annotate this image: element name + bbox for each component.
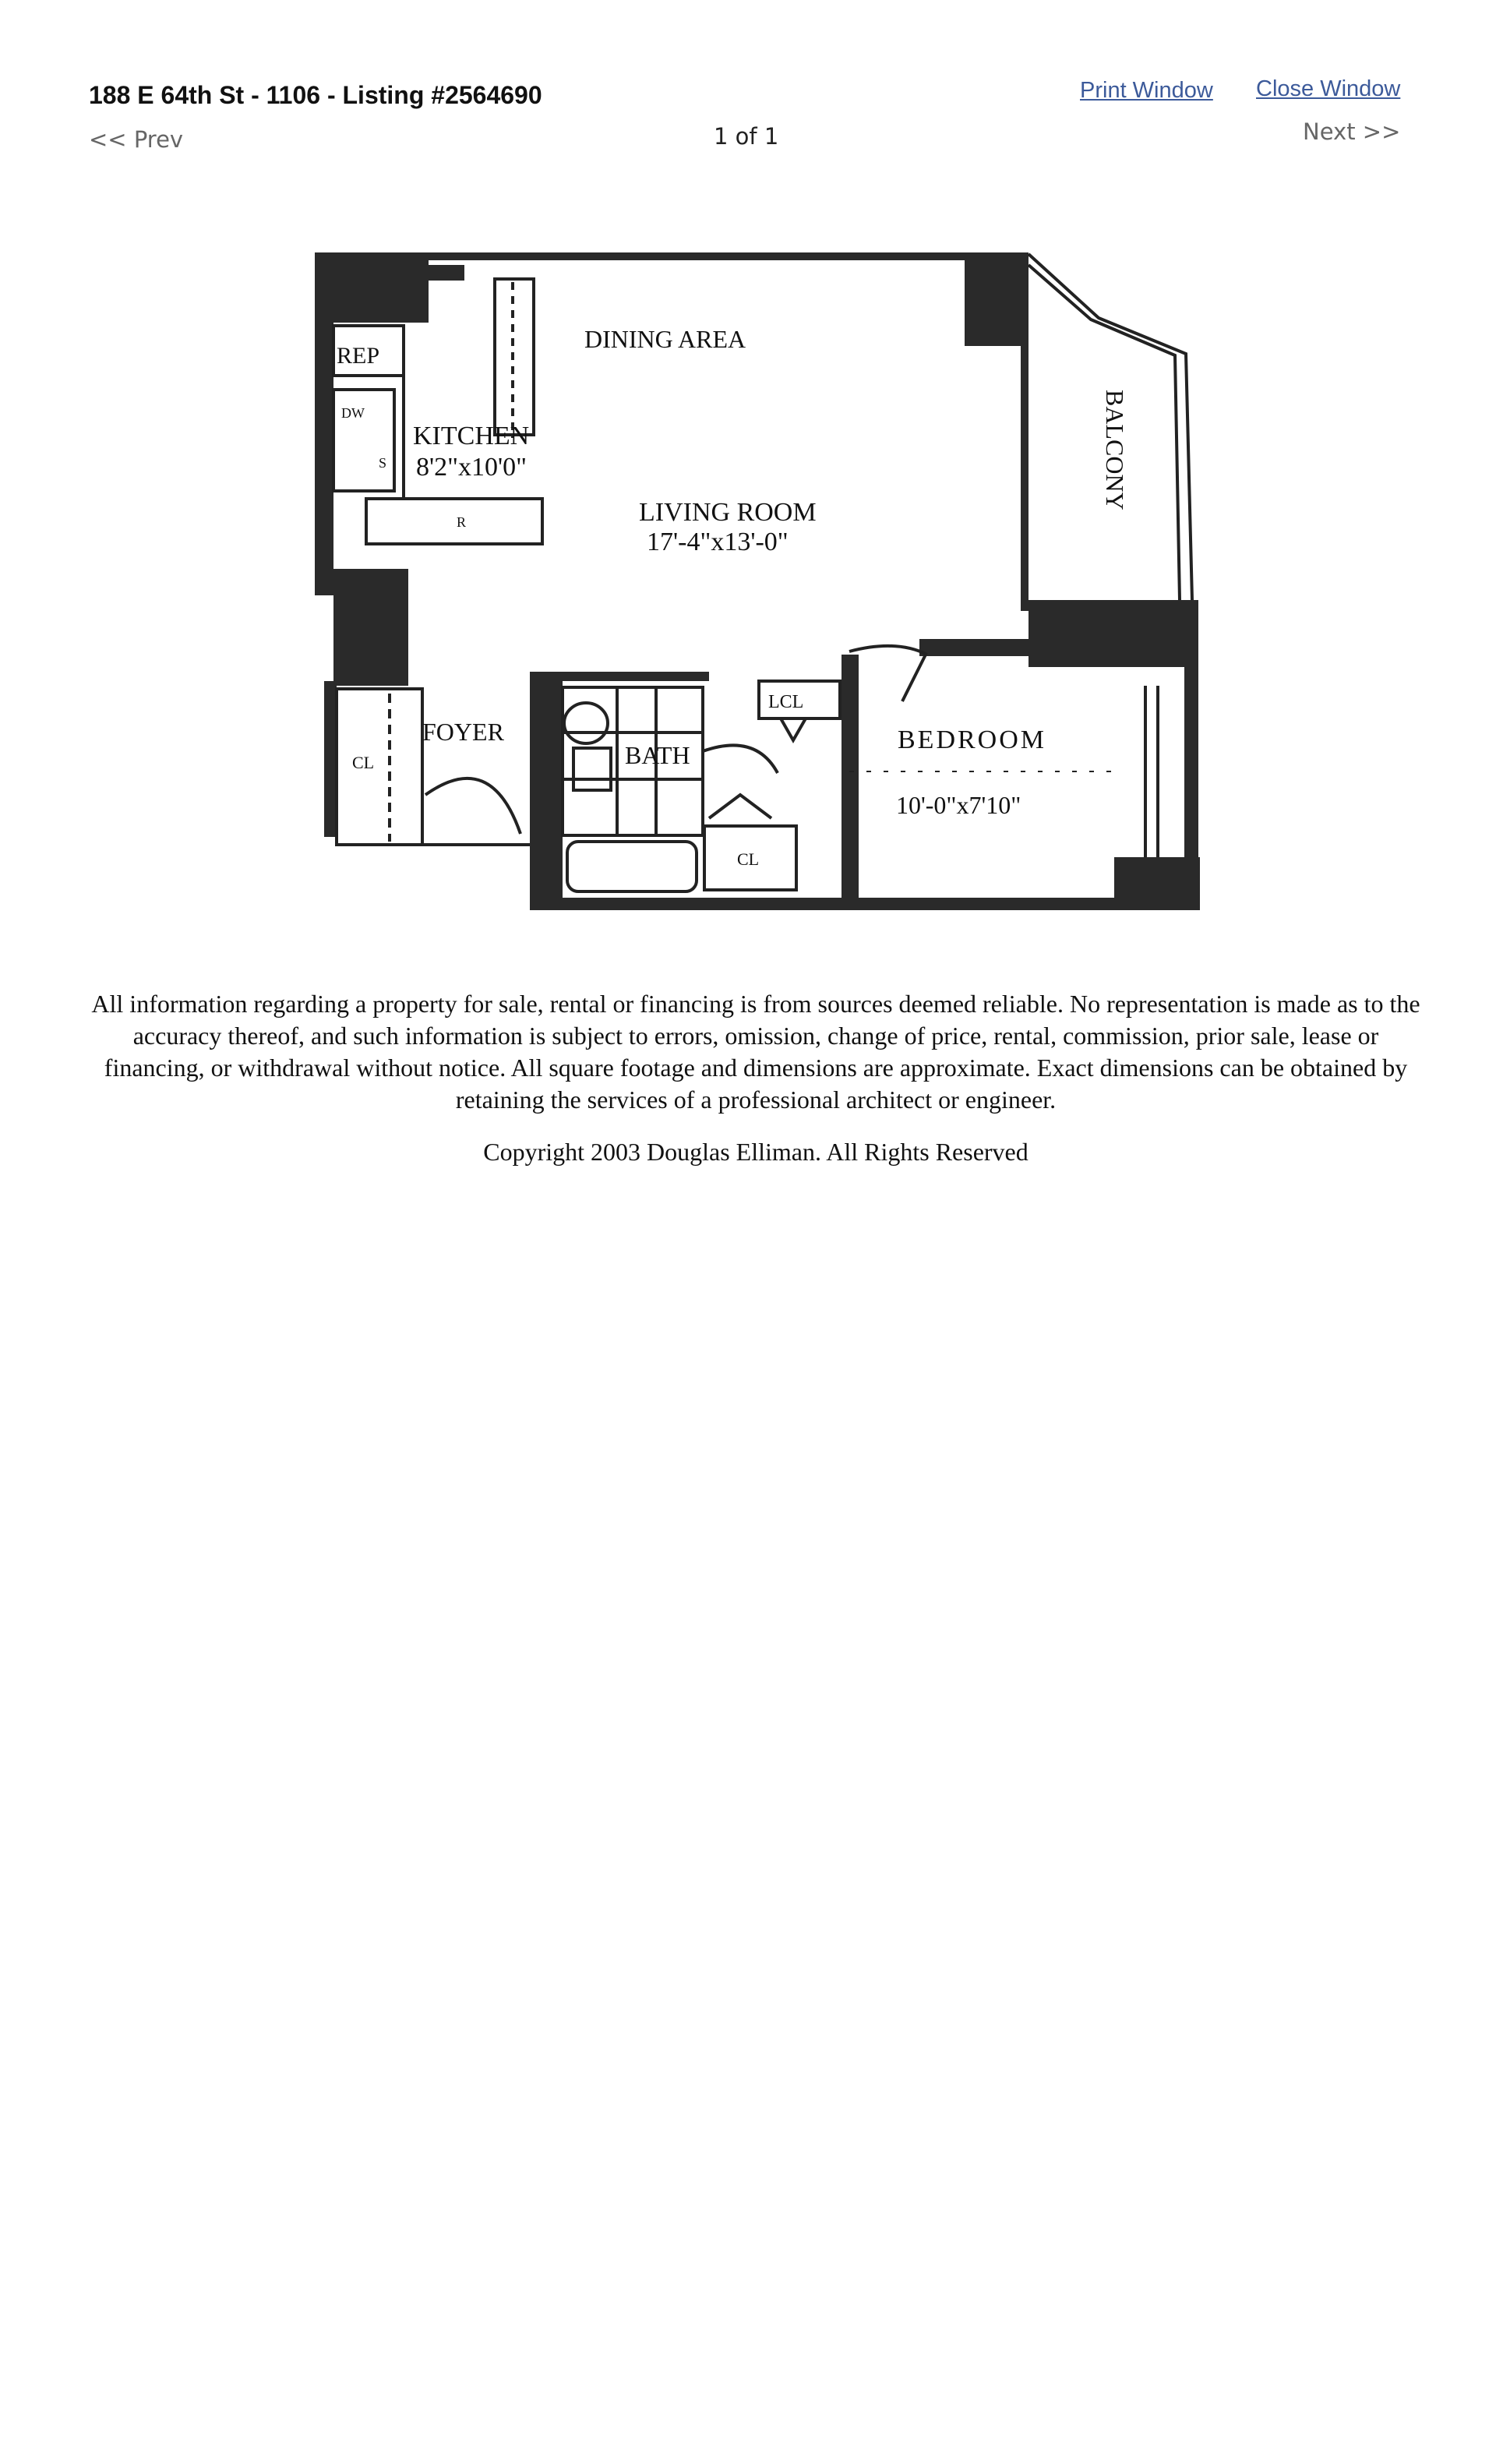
floorplan-walls bbox=[315, 252, 1200, 910]
label-foyer: FOYER bbox=[422, 718, 504, 746]
listing-title: 188 E 64th St - 1106 - Listing #2564690 bbox=[89, 81, 542, 109]
label-bath: BATH bbox=[625, 741, 690, 769]
label-cl-bath: CL bbox=[737, 849, 760, 869]
label-cl-foyer: CL bbox=[352, 753, 375, 772]
label-living-room: LIVING ROOM bbox=[639, 498, 817, 527]
copyright-text: Copyright 2003 Douglas Elliman. All Rights Reserved bbox=[483, 1138, 1028, 1166]
label-dw: DW bbox=[341, 405, 365, 421]
label-kitchen-dims: 8'2"x10'0" bbox=[416, 453, 527, 482]
close-window-link[interactable]: Close Window bbox=[1256, 76, 1401, 101]
label-lcl: LCL bbox=[768, 692, 804, 712]
label-balcony: BALCONY bbox=[1101, 390, 1129, 510]
floorplan-labels bbox=[337, 325, 1129, 869]
label-s: S bbox=[379, 455, 387, 471]
disclaimer-text: All information regarding a property for sale, rental or financing is from sources deemed reliable. No representation is made as to the accuracy thereof, and such information is subject to errors, omission, change of price, rental, commission, prior sale, lease or financing, or withdrawal without notice. All square footage and dimensions are approximate. Exact dimensions can be obtained by retaining the services of a professional architect or engineer. bbox=[91, 990, 1420, 1114]
next-link[interactable]: Next >> bbox=[1303, 118, 1401, 145]
print-window-link[interactable]: Print Window bbox=[1080, 78, 1213, 103]
label-living-room-dims: 17'-4"x13'-0" bbox=[647, 528, 789, 556]
label-bedroom-dims: 10'-0"x7'10" bbox=[896, 791, 1021, 819]
label-r: R bbox=[457, 514, 467, 530]
floorplan-image bbox=[304, 234, 1223, 935]
label-rep: REP bbox=[337, 343, 380, 369]
page-indicator: 1 of 1 bbox=[714, 123, 779, 150]
prev-link[interactable]: << Prev bbox=[89, 126, 184, 153]
label-dining-area: DINING AREA bbox=[584, 325, 746, 353]
label-kitchen: KITCHEN bbox=[413, 422, 530, 450]
floorplan-lines bbox=[333, 254, 1192, 891]
label-bedroom: BEDROOM bbox=[898, 725, 1047, 754]
